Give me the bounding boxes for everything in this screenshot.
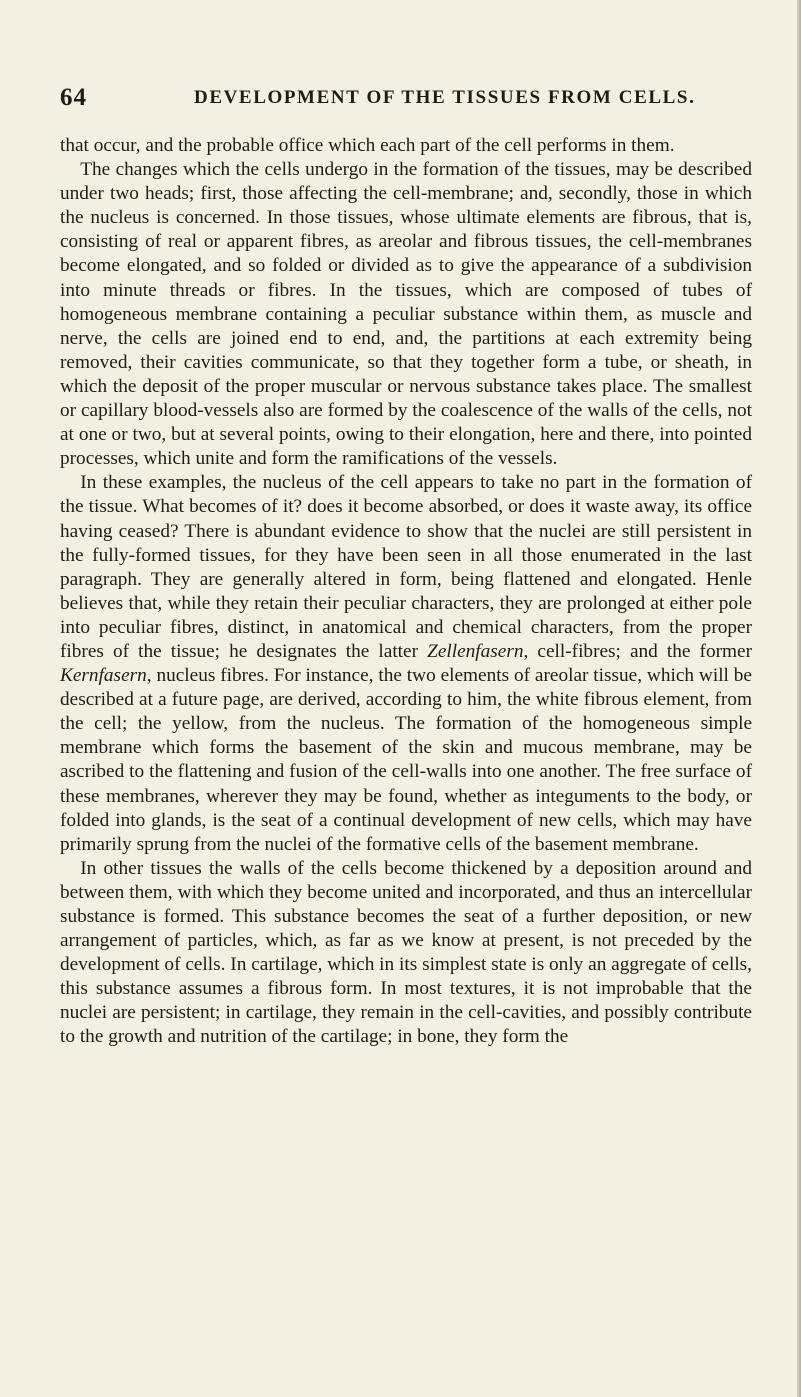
running-title: DEVELOPMENT OF THE TISSUES FROM CELLS. bbox=[194, 87, 696, 108]
page-header bbox=[60, 84, 750, 118]
text-run: In these examples, the nucleus of the cell appears to take no part in the formation of the tissue. What becomes of it? does it become absorbed, or does it waste away, its office having ceased? There is abundant evidence to show that the nuclei are still persistent in the fully-formed tissues, for they have been seen in all those enumerated in the last paragraph. They are generally altered in form, being flattened and elongated. Henle believes that, while they retain their peculiar characters, they are prolonged at either pole into peculiar fibres, distinct, in anatomical and chemical characters, from the proper fibres of the tissue; he designates the latter bbox=[60, 472, 752, 662]
paragraph bbox=[60, 471, 752, 857]
paragraph bbox=[60, 857, 752, 1050]
page-number: 64 bbox=[60, 84, 87, 111]
text-run: In other tissues the walls of the cells become thickened by a deposition around and between them, with which they become united and incorporated, and thus an intercellular substance is formed. This substance becomes the seat of a further deposition, or new arrangement of particles, which, as far as we know at present, is not preceded by the development of cells. In cartilage, which in its simplest state is only an aggregate of cells, this substance assumes a fibrous form. In most textures, it is not improbable that the nuclei are persistent; in cartilage, they remain in the cell-cavities, and possibly contribute to the growth and nutrition of the cartilage; in bone, they form the bbox=[60, 857, 752, 1048]
text-run: , cell-fibres; and the former bbox=[523, 640, 752, 662]
text-run: that occur, and the probable office which each part of the cell performs in them. bbox=[60, 135, 675, 156]
page-edge-shadow bbox=[797, 0, 801, 1397]
paragraph bbox=[60, 134, 752, 158]
italic-term: Kernfasern bbox=[60, 665, 147, 687]
italic-term: Zellenfasern bbox=[427, 640, 524, 662]
paragraph bbox=[60, 158, 752, 471]
text-run: , nucleus fibres. For instance, the two elements of areolar tissue, which will be described at a future page, are derived, according to him, the white fibrous element, from the cell; the yellow, from the nucleus. The formation of the homogeneous simple membrane which forms the basement of the skin and mucous membrane, may be ascribed to the flattening and fusion of the cell-walls into one another. The free surface of these membranes, wherever they may be found, whether as integuments to the body, or folded into glands, is the seat of a continual development of new cells, which may have primarily sprung from the nuclei of the formative cells of the basement membrane. bbox=[60, 665, 752, 855]
text-run: The changes which the cells undergo in the formation of the tissues, may be described under two heads; first, those affecting the cell-membrane; and, secondly, those in which the nucleus is concerned. In those tissues, whose ultimate elements are fibrous, that is, consisting of real or apparent fibres, as areolar and fibrous tissues, the cell-membranes become elongated, and so folded or divided as to give the appearance of a subdivision into minute threads or fibres. In the tissues, which are composed of tubes of homogeneous membrane containing a peculiar substance within them, as muscle and nerve, the cells are joined end to end, and, the partitions at each extremity being removed, their cavities communicate, so that they together form a tube, or sheath, in which the deposit of the proper muscular or nervous substance takes place. The smallest or capillary blood-vessels also are formed by the coalescence of the walls of the cells, not at one or two, but at several points, owing to their elongation, here and there, into pointed processes, which unite and form the ramifications of the vessels. bbox=[60, 159, 752, 470]
body-text bbox=[60, 134, 752, 1050]
